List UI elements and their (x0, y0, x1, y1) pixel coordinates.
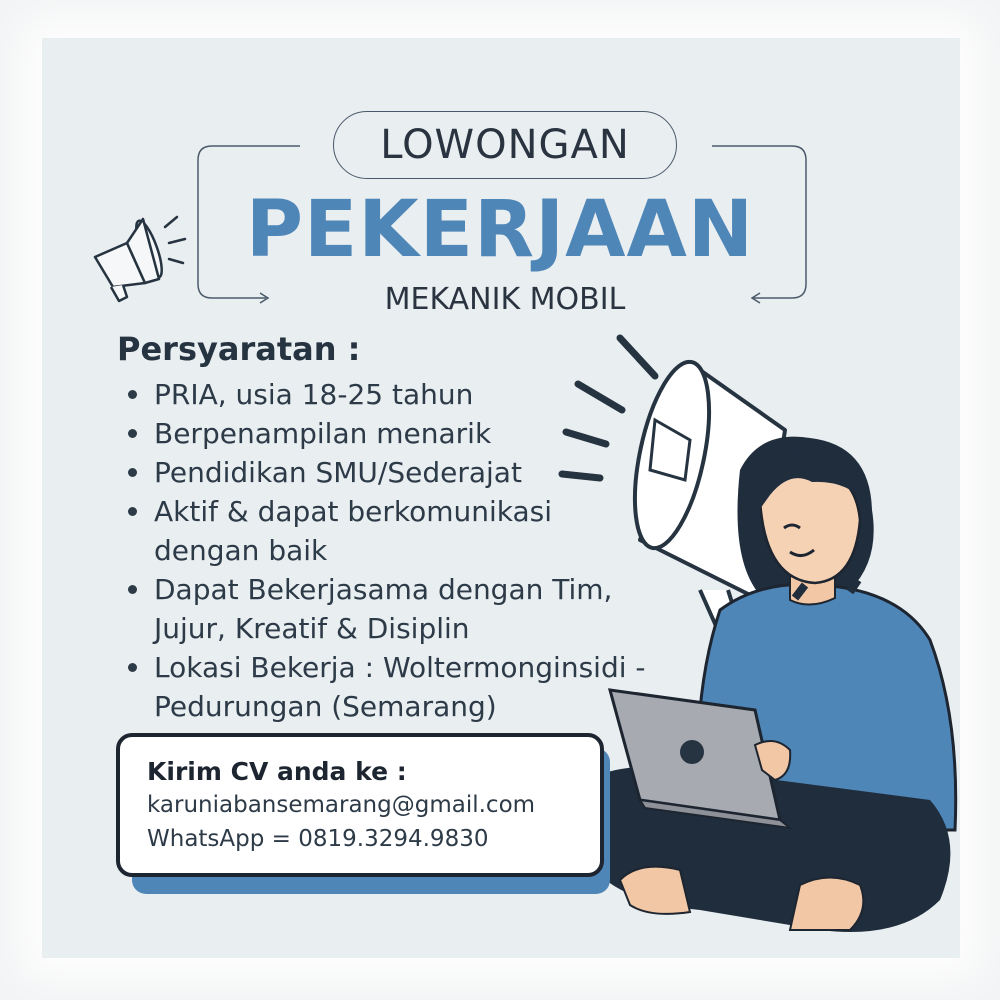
list-item: Dapat Bekerjasama dengan Tim, Jujur, Kreatif & Disiplin (128, 570, 634, 648)
requirements-title: Persyaratan : (117, 330, 361, 368)
list-item: Pendidikan SMU/Sederajat (128, 453, 648, 492)
job-position: MEKANIK MOBIL (384, 282, 626, 317)
list-item: Berpenampilan menarik (128, 414, 648, 453)
email-link[interactable]: karuniabansemarang@gmail.com (147, 792, 536, 818)
whatsapp-number[interactable]: WhatsApp = 0819.3294.9830 (147, 826, 489, 852)
contact-title: Kirim CV anda ke : (147, 757, 407, 786)
list-item: Lokasi Bekerja : Woltermonginsidi - Pedurungan (Semarang) (128, 648, 654, 726)
list-item: Aktif & dapat berkomunikasi dengan baik (128, 492, 574, 570)
badge-lowongan: LOWONGAN (333, 111, 677, 179)
list-item: PRIA, usia 18-25 tahun (128, 375, 648, 414)
page-title: PEKERJAAN (245, 185, 755, 275)
